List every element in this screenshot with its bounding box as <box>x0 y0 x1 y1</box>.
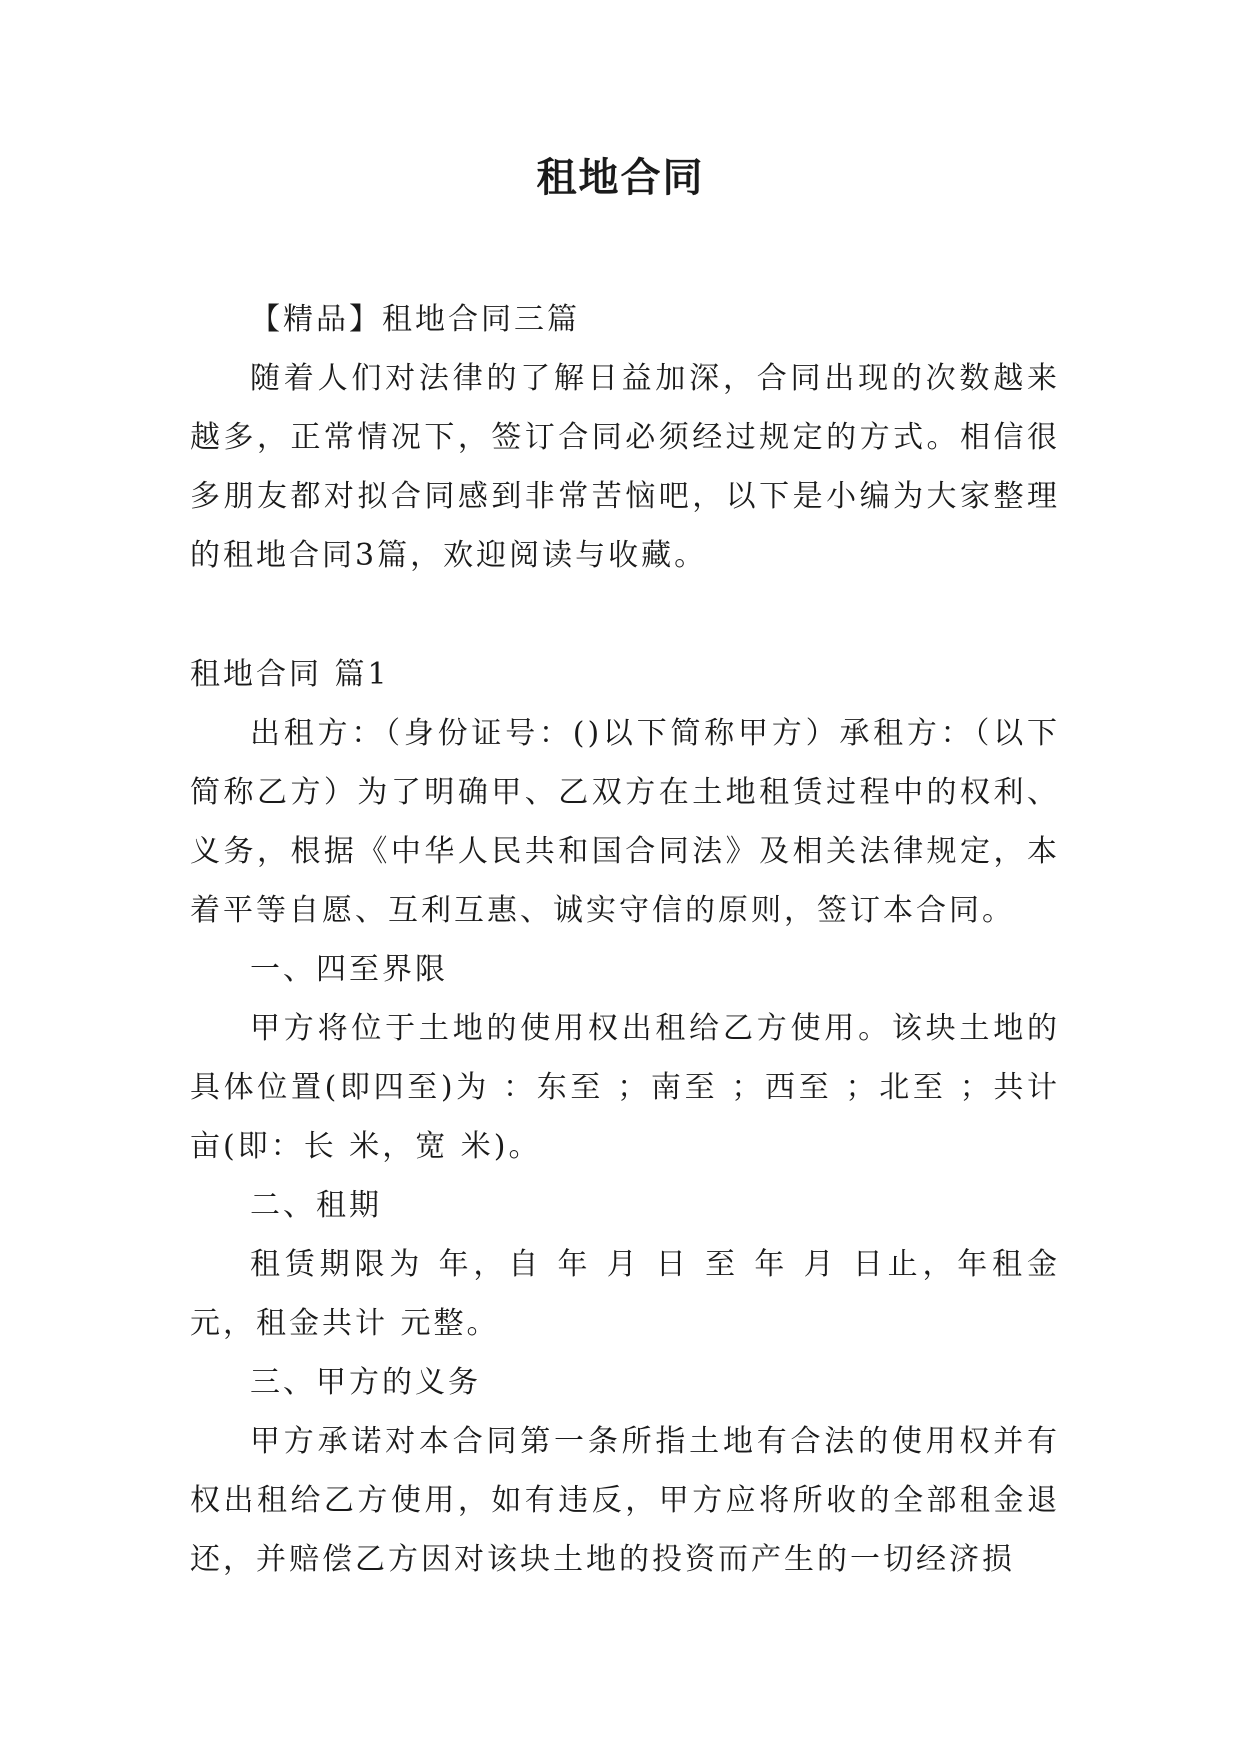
clause-2-title: 二、租期 <box>250 1188 382 1223</box>
clause-1-title: 一、四至界限 <box>250 952 448 987</box>
intro-paragraph: 随着人们对法律的了解日益加深，合同出现的次数越来越多，正常情况下，签订合同必须经过规定的方式。相信很多朋友都对拟合同感到非常苦恼吧，以下是小编为大家整理的租地合同3篇，欢迎阅读与收藏。 <box>190 361 1060 573</box>
clause-3-title: 三、甲方的义务 <box>250 1365 481 1400</box>
document-body <box>190 290 1060 1589</box>
clause-3-text: 甲方承诺对本合同第一条所指土地有合法的使用权并有权出租给乙方使用，如有违反，甲方应将所收的全部租金退还，并赔偿乙方因对该块土地的投资而产生的一切经济损 <box>190 1424 1060 1577</box>
document-title: 租地合同 <box>536 154 705 201</box>
intro-subtitle: 【精品】租地合同三篇 <box>250 302 580 337</box>
clause-2-text: 租赁期限为 年，自 年 月 日 至 年 月 日止，年租金元，租金共计 元整。 <box>190 1247 1060 1341</box>
section-heading: 租地合同 篇1 <box>190 657 390 692</box>
clause-1-text: 甲方将位于土地的使用权出租给乙方使用。该块土地的具体位置(即四至)为 ：东至 ；南至 ；西至 ；北至 ；共计 亩(即：长 米，宽 米)。 <box>190 1011 1060 1164</box>
section-spacer <box>190 585 1060 645</box>
parties-paragraph: 出租方：（身份证号：()以下简称甲方）承租方：（以下简称乙方）为了明确甲、乙双方在土地租赁过程中的权利、义务，根据《中华人民共和国合同法》及相关法律规定，本着平等自愿、互利互惠、诚实守信的原则，签订本合同。 <box>190 716 1060 928</box>
